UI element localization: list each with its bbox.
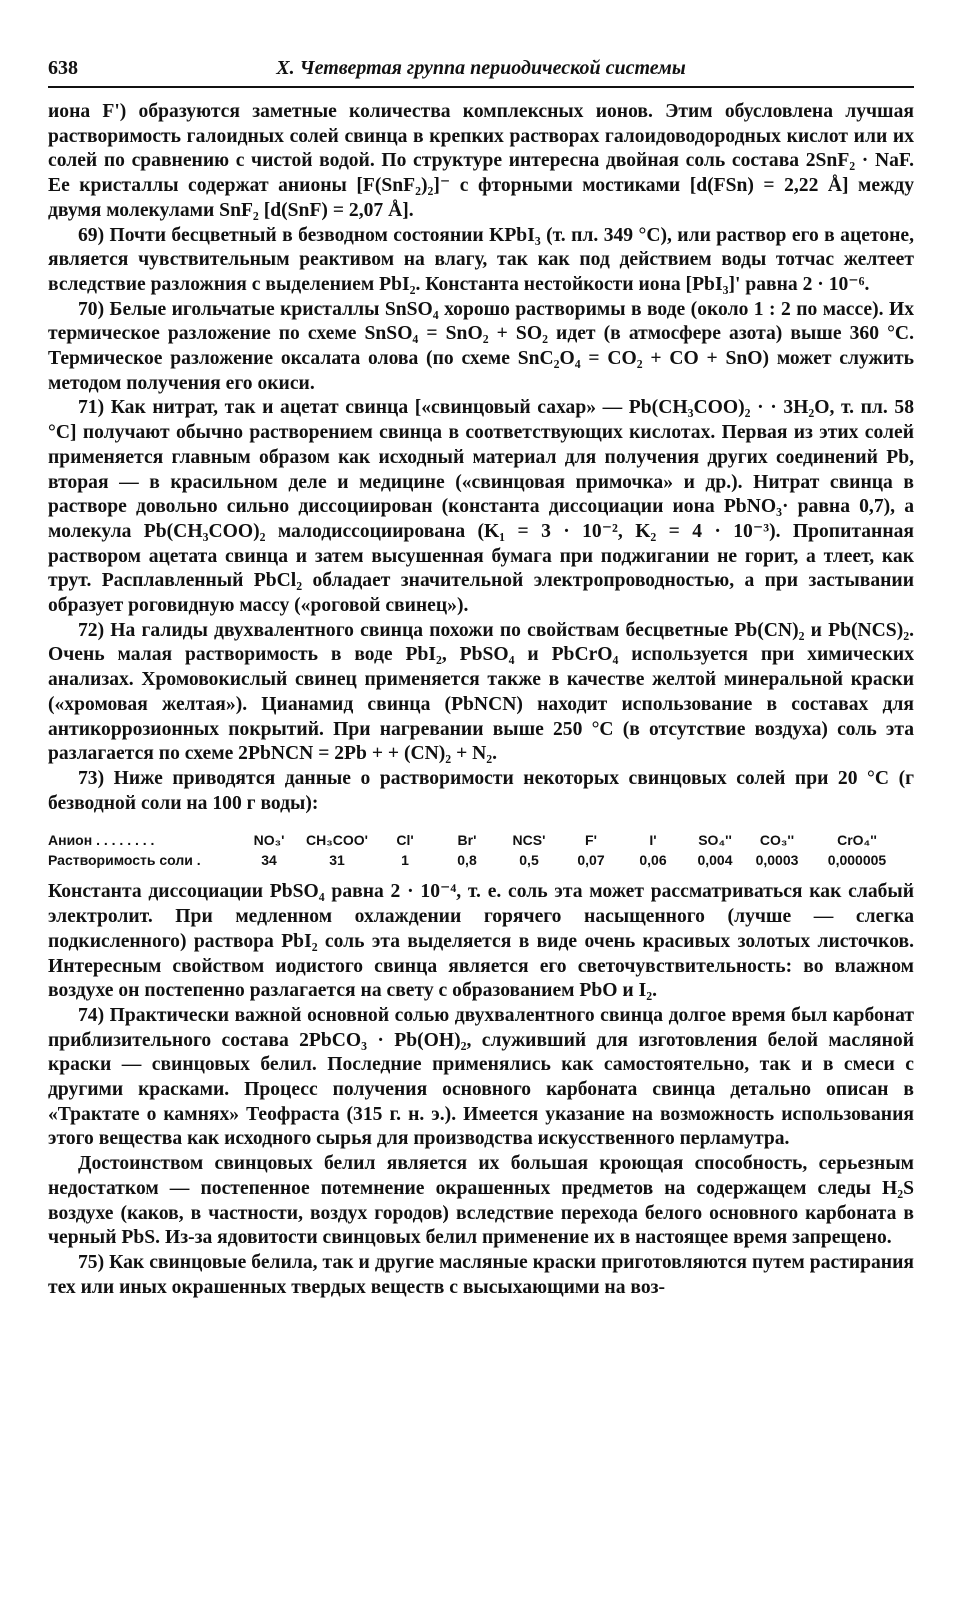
paragraph-72: 72) На галиды двухвалентного свинца похожи по свойствам бесцветные Pb(CN)₂ и Pb(NCS)₂. Очень малая растворимость в воде PbI₂, PbSO₄ и PbCrO₄ используется при химических анализах. Хромовокислый свинец применяется также в качестве желтой минеральной краски («хромовая желтая»). Цианамид свинца (PbNCN) находит использование в составах для антикоррозионных покрытий. При нагревании выше 250 °С (в отсутствие воздуха) соль эта разлагается по схеме 2PbNCN = 2Pb + + (CN)₂ + N₂. [48,619,914,765]
paragraph-70: 70) Белые игольчатые кристаллы SnSO₄ хорошо растворимы в воде (около 1 : 2 по массе). Их термическое разложение по схеме SnSO₄ = SnO₂ + SO₂ идет (в атмосфере азота) выше 360 °С. Термическое разложение оксалата олова (по схеме SnC₂O₄ = CO₂ + CO + SnO) может служить методом получения его окиси. [48,298,914,394]
table-row-solubility [48,850,914,870]
running-title: X. Четвертая группа периодической системы [276,57,686,79]
table-cell: 34 [261,852,277,869]
paragraph-75: 75) Как свинцовые белила, так и другие масляные краски приготовляются путем растирания тех или иных окрашенных твердых веществ с высыхающими на воз- [48,1251,914,1298]
table-cell: 31 [329,852,345,869]
table-cell: 0,004 [697,852,733,869]
paragraph-continued: иона F') образуются заметные количества комплексных ионов. Этим обусловлена лучшая растворимость галоидных солей свинца в крепких растворах галоидоводородных кислот или их солей по сравнению с чистой водой. По структуре интересна двойная соль состава 2SnF₂ · NaF. Ее кристаллы содержат анионы [F(SnF₂)₂]⁻ с фторными мостиками [d(FSn) = 2,22 Å] между двумя молекулами SnF₂ [d(SnF) = 2,07 Å]. [48,101,914,221]
page-body [48,100,914,1300]
table-cell: I' [649,832,657,849]
table-cell: 1 [401,852,409,869]
paragraph-74-second: Достоинством свинцовых белил является их большая кроющая способность, серьезным недостатком — постепенное потемнение окрашенных предметов на содержащем следы H₂S воздухе (каков, в частности, воздух городов) вследствие перехода белого основного карбоната в черный PbS. Из-за ядовитости свинцовых белил применение их в настоящее время запрещено. [48,1153,914,1249]
table-cell: 0,5 [519,852,539,869]
table-cell: 0,06 [639,852,667,869]
table-cell: SO₄'' [698,832,732,849]
table-cell: NCS' [512,832,546,849]
page-header [48,52,914,88]
table-cell: NO₃' [253,832,285,849]
solubility-table [48,830,914,870]
table-cell: Br' [457,832,477,849]
paragraph-73: 73) Ниже приводятся данные о растворимости некоторых свинцовых солей при 20 °С (г безводной соли на 100 г воды): [48,767,914,814]
table-cell: 0,0003 [755,852,799,869]
table-cell: 0,8 [457,852,477,869]
table-cell: CH₃COO' [306,832,368,849]
table-cell: F' [585,832,597,849]
paragraph-71: 71) Как нитрат, так и ацетат свинца [«свинцовый сахар» — Pb(CH₃COO)₂ · · 3H₂O, т. пл. 58 °С] получают обычно растворением свинца в соответствующих кислотах. Первая из этих солей применяется главным образом как исходный материал для получения других соединений Pb, вторая — в красильном деле и медицине («свинцовая примочка» и др.). Нитрат свинца в растворе довольно сильно диссоциирован (константа диссоциации иона PbNO₃· равна 0,7), а молекула Pb(CH₃COO)₂ малодиссоциирована (K₁ = 3 · 10⁻², K₂ = 4 · 10⁻³). Пропитанная раствором ацетата свинца и затем высушенная бумага при поджигании не горит, а тлеет, как трут. Расплавленный PbCl₂ обладает значительной электропроводностью, а при застывании образует роговидную массу («роговой свинец»). [48,397,914,617]
solubility-row-label: Растворимость соли . [48,852,201,869]
anion-row-label: Анион . . . . . . . . [48,832,155,849]
table-cell: CrO₄'' [837,832,877,849]
book-page [48,52,914,1300]
table-row-anions [48,830,914,850]
paragraph-69: 69) Почти бесцветный в безводном состоянии KPbI₃ (т. пл. 349 °С), или раствор его в ацетоне, является чувствительным реактивом на влагу, так как под действием воды тотчас желтеет вследствие разложния с выделением PbI₂. Константа нестойкости иона [PbI₃]' равна 2 · 10⁻⁶. [48,224,914,295]
paragraph-74: 74) Практически важной основной солью двухвалентного свинца долгое время был карбонат приблизительного состава 2PbCO₃ · Pb(OH)₂, служивший для изготовления белой масляной краски — свинцовых белил. Последние применялись как самостоятельно, так и в смеси с другими красками. Процесс получения основного карбоната свинца детально описан в «Трактате о камнях» Теофраста (315 г. н. э.). Имеется указание на возможность использования этого вещества как исходного сырья для производства искусственного перламутра. [48,1004,914,1150]
table-cell: 0,000005 [827,852,887,869]
paragraph-73-continued: Константа диссоциации PbSO₄ равна 2 · 10⁻⁴, т. е. соль эта может рассматриваться как слабый электролит. При медленном охлаждении горячего насыщенного (лучше — слегка подкисленного) раствора PbI₂ соль эта выделяется в виде очень красивых золотых листочков. Интересным свойством иодистого свинца является его светочувствительность: во влажном воздухе он постепенно разлагается на свету с образованием PbO и I₂. [48,881,914,1002]
table-cell: Cl' [396,832,414,849]
page-number: 638 [48,57,78,79]
table-cell: CO₃'' [759,832,795,849]
table-cell: 0,07 [577,852,605,869]
